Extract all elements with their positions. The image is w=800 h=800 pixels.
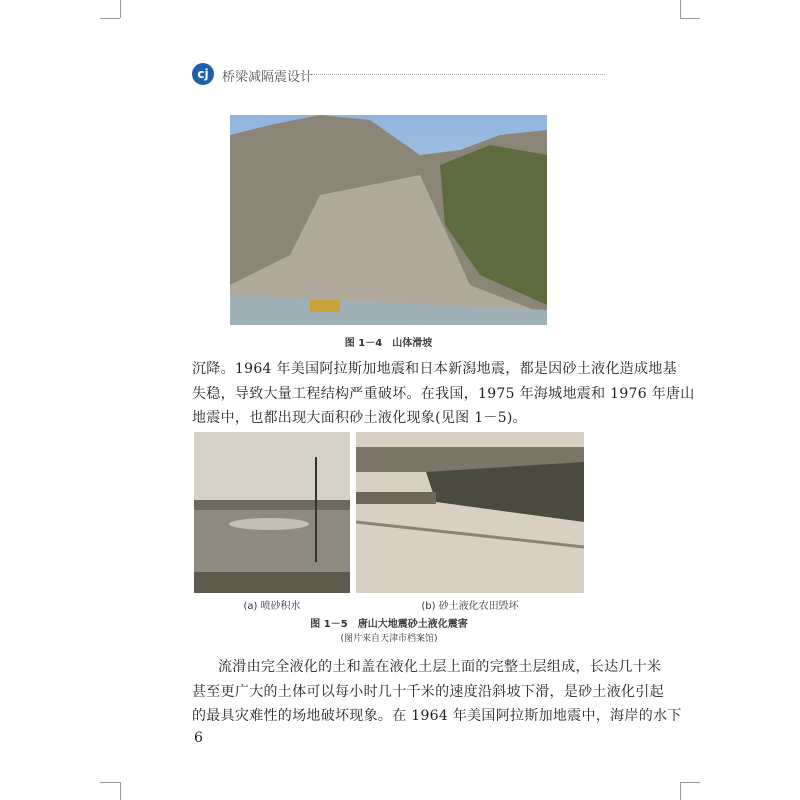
running-header-title: 桥梁减隔震设计 [222, 70, 314, 85]
figure-1-4-caption: 图 1－4 山体滑坡 [344, 338, 433, 349]
body-text-line: 流滑由完全液化的土和盖在液化土层上面的完整土层组成，长达几十米 [218, 659, 662, 675]
landslide-photo [230, 115, 547, 325]
page-number: 6 [194, 730, 203, 746]
figure-1-5b-caption: (b) 砂土液化农田毁坏 [421, 601, 519, 612]
figure-1-5a-caption: (a) 喷砂积水 [243, 601, 301, 612]
crop-mark [680, 18, 700, 19]
crop-mark [120, 0, 121, 18]
crop-mark [100, 18, 120, 19]
figure-1-5-caption: 图 1－5 唐山大地震砂土液化震害 [310, 619, 468, 630]
crop-mark [100, 782, 120, 783]
figure-1-5-source: (图片来自天津市档案馆) [340, 634, 438, 644]
crop-mark [680, 782, 681, 800]
body-text-line: 地震中，也都出现大面积砂土液化现象(见图 1－5)。 [192, 410, 527, 426]
farmland-damage-photo [356, 432, 584, 593]
crop-mark [680, 782, 700, 783]
body-text-line: 沉降。1964 年美国阿拉斯加地震和日本新潟地震，都是因砂土液化造成地基 [192, 361, 677, 377]
crop-mark [120, 782, 121, 800]
body-text-line: 失稳，导致大量工程结构严重破坏。在我国，1975 年海城地震和 1976 年唐山 [192, 386, 695, 402]
header-dotted-rule [305, 74, 605, 75]
body-text-line: 的最具灾难性的场地破坏现象。在 1964 年美国阿拉斯加地震中，海岸的水下 [192, 708, 682, 724]
sand-boil-photo [194, 432, 350, 593]
crop-mark [680, 0, 681, 18]
publisher-logo: cj [192, 63, 214, 85]
body-text-line: 甚至更广大的土体可以每小时几十千米的速度沿斜坡下滑，是砂土液化引起 [192, 684, 664, 700]
